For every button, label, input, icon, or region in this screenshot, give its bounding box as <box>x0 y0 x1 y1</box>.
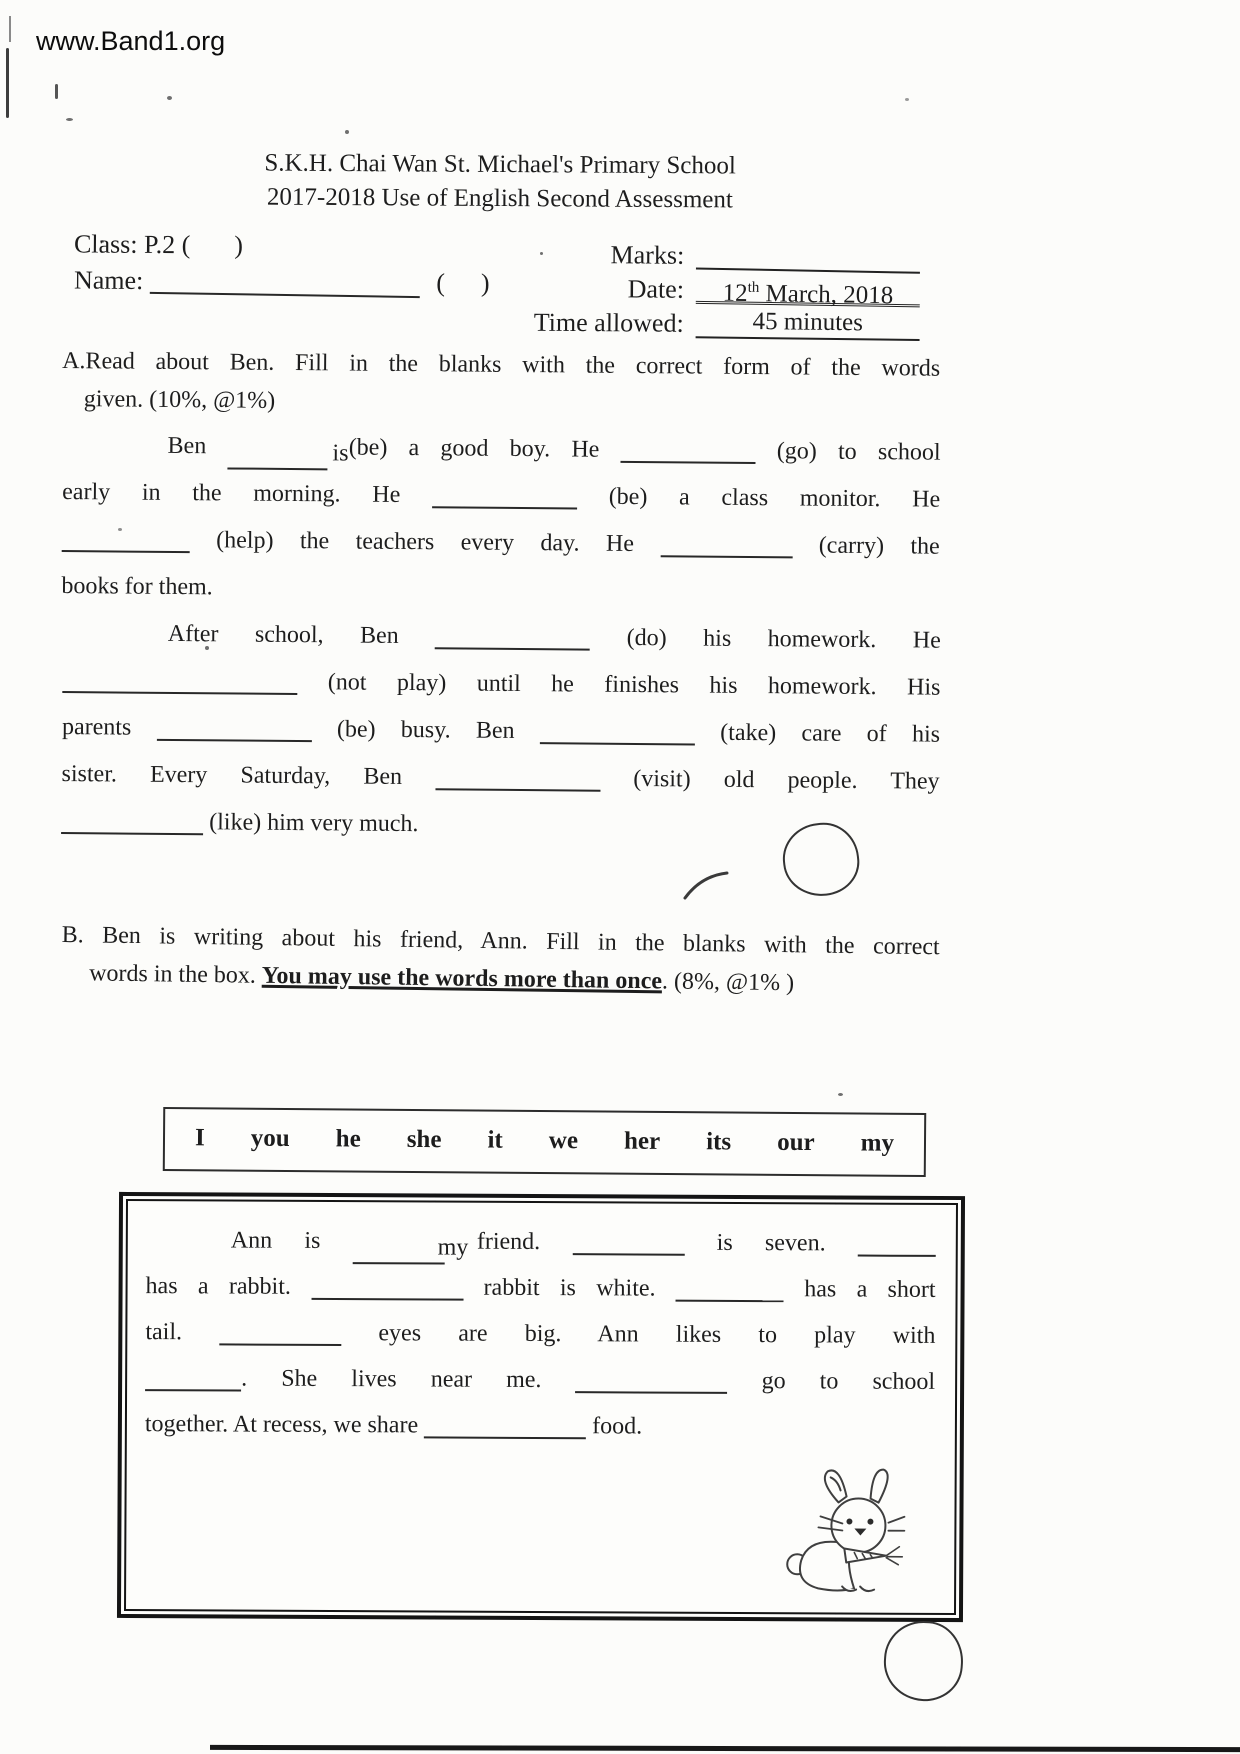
time-allowed-label: Time allowed: <box>533 307 684 338</box>
word-bank-words <box>165 1109 924 1173</box>
text-run: our <box>777 1128 815 1157</box>
date-value <box>696 271 920 308</box>
answer-blank[interactable] <box>157 709 312 742</box>
answer-blank[interactable] <box>432 476 577 509</box>
scan-speck <box>905 98 909 101</box>
date-label: Date: <box>627 274 685 304</box>
text-run: given. (10%, @1%) <box>83 386 276 414</box>
text-run: you <box>250 1124 290 1152</box>
text-run: (like) him very much. <box>209 809 419 838</box>
text-run: we <box>548 1127 579 1155</box>
text-run: its <box>706 1128 732 1156</box>
answer-blank[interactable] <box>424 1406 586 1439</box>
text-run: go to school <box>761 1368 936 1395</box>
class-paren-close: ) <box>234 230 244 260</box>
class-field <box>74 229 243 260</box>
answer-blank[interactable] <box>61 802 203 835</box>
text-run: eyes are big. Ann likes to play with <box>378 1320 936 1349</box>
text-run: . She lives near me. <box>241 1365 542 1394</box>
text-run: food. <box>592 1413 643 1440</box>
text-run: parents <box>61 714 132 741</box>
text-run: books for them. <box>61 572 213 601</box>
marks-row <box>512 237 920 273</box>
answer-blank[interactable] <box>572 1223 684 1256</box>
date-rest: March, 2018 <box>759 280 894 310</box>
band1-watermark: www.Band1.org <box>36 26 226 56</box>
text-run: (be) busy. Ben <box>336 716 515 744</box>
text-run: (go) to school <box>776 438 941 466</box>
section-b-heading <box>61 916 940 1004</box>
text-run: (carry) the <box>818 532 940 560</box>
text-run: he <box>335 1125 361 1153</box>
text-run: is seven. <box>716 1229 826 1257</box>
answer-blank[interactable] <box>145 1359 241 1391</box>
answer-blank[interactable] <box>858 1225 936 1257</box>
passage-box-inner <box>124 1199 958 1615</box>
answer-blank[interactable] <box>540 712 695 745</box>
text-run: has a short <box>804 1276 936 1303</box>
text-run: rabbit is white. <box>483 1274 656 1302</box>
name-blank[interactable] <box>150 262 420 298</box>
name-paren: ( ) <box>436 268 492 298</box>
text-run: (be) a class monitor. He <box>608 483 941 513</box>
text-run: her <box>623 1127 661 1155</box>
text-run: After school, Ben <box>167 620 399 649</box>
section-a-heading <box>62 342 941 426</box>
scan-speck <box>55 84 58 99</box>
scan-edge-bottom <box>210 1745 1240 1752</box>
answer-blank[interactable] <box>575 1361 727 1394</box>
answer-blank[interactable] <box>435 758 600 791</box>
text-run: it <box>487 1126 503 1154</box>
scan-speck <box>66 118 73 121</box>
text-run: B. Ben is writing about his friend, Ann. Fill in the blanks with the correct <box>61 921 940 961</box>
answer-blank[interactable] <box>62 520 190 553</box>
class-label: Class: P.2 ( <box>73 229 191 260</box>
time-allowed-value: 45 minutes <box>696 305 920 341</box>
text-run: sister. Every Saturday, Ben <box>61 760 403 790</box>
text-run: (be) a good boy. He <box>348 434 600 463</box>
marks-label: Marks: <box>610 240 685 270</box>
answer-blank[interactable] <box>311 1268 463 1301</box>
pen-stroke-mark <box>683 870 741 902</box>
passage-box <box>117 1192 965 1622</box>
rabbit-with-carrot-icon <box>782 1464 913 1599</box>
time-row <box>512 305 920 341</box>
marks-circle <box>881 1618 965 1703</box>
marks-blank[interactable] <box>696 236 921 273</box>
answer-blank[interactable] <box>435 617 590 650</box>
text-run: (not play) until he finishes his homework. His <box>327 669 941 701</box>
scan-edge-artifact <box>9 16 11 42</box>
text-run: friend. <box>476 1228 541 1255</box>
text-run: together. At recess, we share <box>144 1411 419 1439</box>
assessment-title: 2017-2018 Use of English Second Assessment <box>266 183 733 214</box>
text-run: has a rabbit. <box>145 1273 291 1300</box>
scan-speck <box>345 130 349 134</box>
word-bank-box <box>163 1107 926 1177</box>
text-run: my <box>860 1129 895 1157</box>
scan-speck <box>167 96 172 100</box>
answer-blank[interactable] <box>62 661 297 695</box>
text-run: You may use the words more than once <box>261 962 663 995</box>
name-label: Name: <box>73 265 144 296</box>
date-row <box>512 271 920 310</box>
text-run: (do) his homework. He <box>626 624 941 654</box>
section-a-paragraph-2 <box>61 610 941 853</box>
text-run: (visit) old people. They <box>633 765 940 795</box>
answer-blank[interactable] <box>676 1270 784 1303</box>
section-b-passage <box>145 1217 936 1451</box>
filled-answer-blank[interactable]: my <box>353 1232 445 1264</box>
text-run: I <box>194 1124 205 1152</box>
text-run: . (8%, @1% ) <box>661 968 795 997</box>
text-run: early in the morning. He <box>62 479 401 508</box>
text-run: she <box>406 1125 442 1154</box>
date-ordinal: th <box>747 279 760 296</box>
exam-header <box>170 146 830 218</box>
text-run: A.Read about Ben. Fill in the blanks with the correct form of the words <box>62 348 941 382</box>
scan-speck <box>838 1093 843 1096</box>
text-run: (help) the teachers every day. He <box>216 527 635 557</box>
text-run: Ben <box>167 432 207 460</box>
filled-answer-blank[interactable]: is <box>227 437 327 470</box>
marks-date-time-block <box>512 237 921 342</box>
name-field <box>74 263 492 299</box>
answer-blank[interactable] <box>219 1313 341 1346</box>
scan-edge-artifact <box>6 48 9 118</box>
text-run: words in the box. <box>89 960 257 989</box>
text-run: (take) care of his <box>720 719 941 748</box>
school-name: S.K.H. Chai Wan St. Michael's Primary School <box>264 149 736 180</box>
section-a-paragraph-1 <box>61 422 941 618</box>
text-run: tail. <box>145 1319 183 1346</box>
date-day: 12 <box>722 279 748 308</box>
text-run: Ann is <box>230 1227 321 1254</box>
answer-blank[interactable] <box>660 525 792 558</box>
answer-blank[interactable] <box>621 431 756 464</box>
